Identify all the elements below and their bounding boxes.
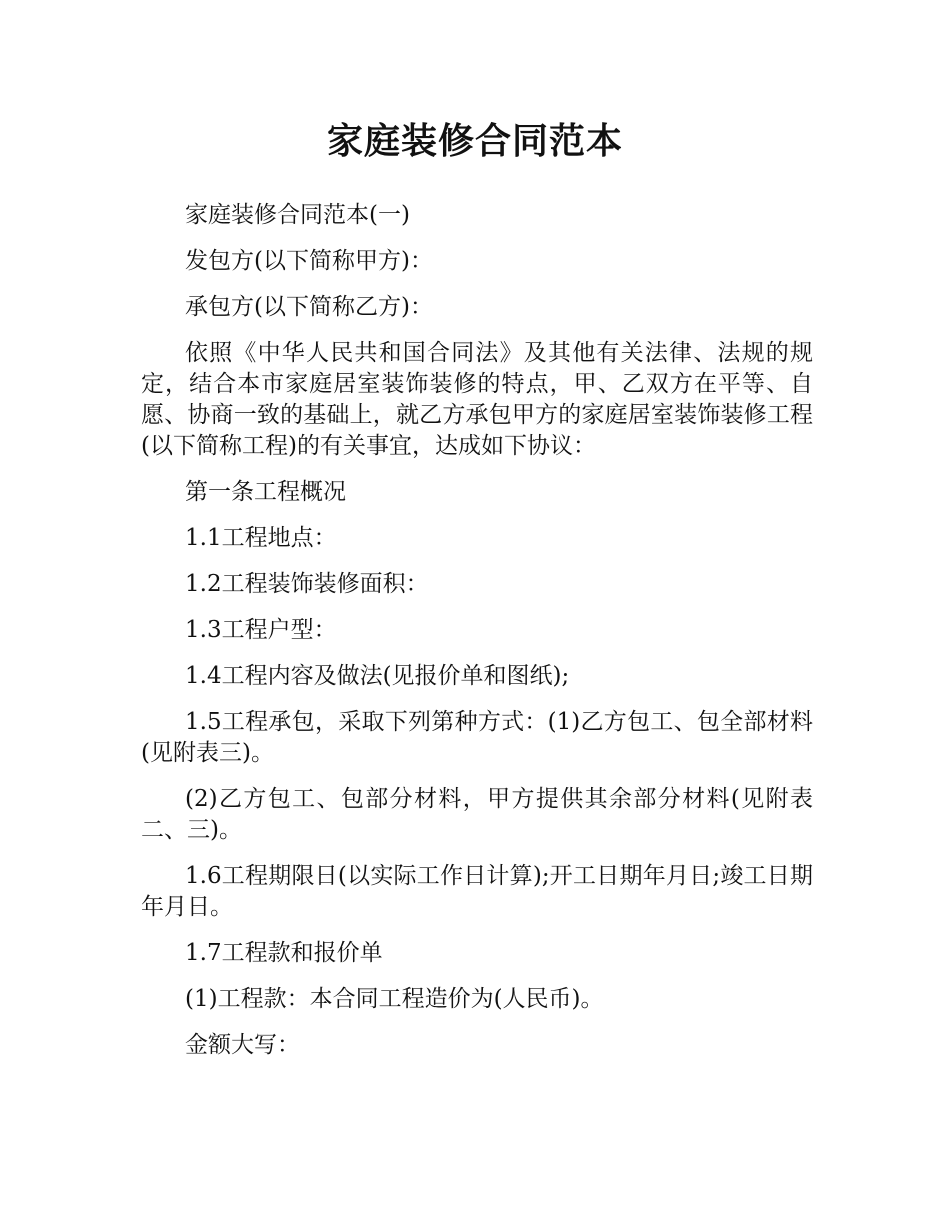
paragraph-clause-1-5-option-2: (2)乙方包工、包部分材料，甲方提供其余部分材料(见附表二、三)。 xyxy=(141,786,813,843)
paragraph-article-1-heading: 第一条工程概况 xyxy=(185,479,346,505)
paragraph-clause-1-5: 1.5工程承包，采取下列第种方式：(1)乙方包工、包全部材料(见附表三)。 xyxy=(141,709,813,766)
paragraph-party-b: 承包方(以下简称乙方)： xyxy=(185,294,433,320)
paragraph-clause-1-2: 1.2工程装饰装修面积： xyxy=(185,571,429,597)
document-body xyxy=(141,200,813,1076)
paragraph-clause-1-1: 1.1工程地点： xyxy=(185,525,337,551)
paragraph-clause-1-4: 1.4工程内容及做法(见报价单和图纸); xyxy=(185,663,570,689)
paragraph-amount-in-words: 金额大写： xyxy=(185,1032,300,1058)
document-title: 家庭装修合同范本 xyxy=(326,121,623,162)
paragraph-subtitle: 家庭装修合同范本(一) xyxy=(185,202,410,228)
paragraph-preamble: 依照《中华人民共和国合同法》及其他有关法律、法规的规定，结合本市家庭居室装饰装修的特点，甲、乙双方在平等、自愿、协商一致的基础上，就乙方承包甲方的家庭居室装饰装修工程(以下简称工程)的有关事宜，达成如下协议： xyxy=(141,340,813,459)
paragraph-clause-1-7: 1.7工程款和报价单 xyxy=(185,940,383,966)
paragraph-party-a: 发包方(以下简称甲方)： xyxy=(185,248,433,274)
paragraph-clause-1-7-item-1: (1)工程款：本合同工程造价为(人民币)。 xyxy=(185,986,604,1012)
paragraph-clause-1-3: 1.3工程户型： xyxy=(185,617,337,643)
paragraph-clause-1-6: 1.6工程期限日(以实际工作日计算);开工日期年月日;竣工日期年月日。 xyxy=(141,863,813,920)
